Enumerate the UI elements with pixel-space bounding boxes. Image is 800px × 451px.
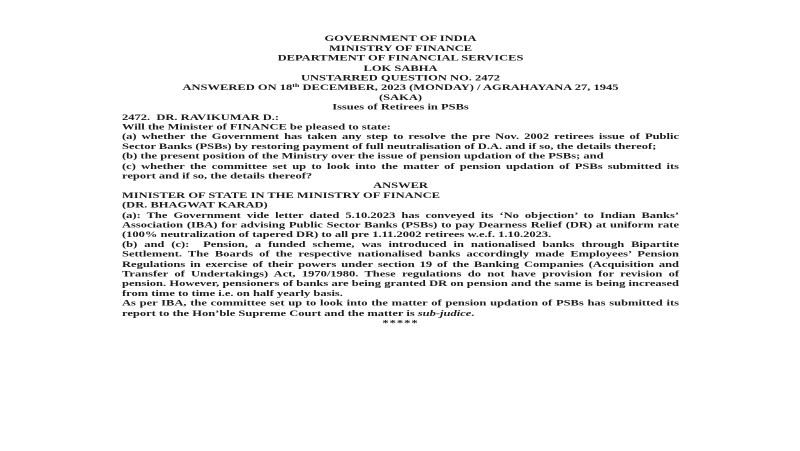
department-line: DEPARTMENT OF FINANCIAL SERVICES	[277, 53, 524, 63]
answer-heading: ANSWER	[373, 181, 428, 191]
answered-on-post: DECEMBER, 2023 (MONDAY) / AGRAHAYANA 27, 1945	[299, 83, 619, 93]
question-part-c: (c) whether the committee set up to look into the matter of pension updation of PSBs submitted its report and if so, the details thereof?	[122, 161, 679, 181]
answer-para-a: (a): The Government vide letter dated 5.10.2023 has conveyed its ‘No objection’ to Indian Banks’ Association (IBA) for advising Public Sector Banks (PSBs) to pay Dearness Relief (DR) at uniform rate (100% neutralization of tapered DR) to all pre 1.11.2002 retirees w.e.f. 1.10.2023.	[122, 210, 679, 240]
house-line: LOK SABHA	[363, 63, 438, 73]
iba-text-before: As per IBA, the committee set up to look into the matter of pension updation of PSBs has submitted its report to the Hon’ble Supreme Court and the matter is	[122, 298, 679, 318]
subject-line: Issues of Retirees in PSBs	[332, 102, 469, 112]
question-part-b: (b) the present position of the Ministry over the issue of pension updation of the PSBs; and	[122, 151, 604, 161]
question-number-line: UNSTARRED QUESTION NO. 2472	[300, 73, 501, 83]
question-part-a: (a) whether the Government has taken any step to resolve the pre Nov. 2002 retirees issue of Public Sector Banks (PSBs) by restoring payment of full neutralisation of D.A. and if so, the details thereof;	[122, 132, 679, 151]
ordinal-suffix: th	[292, 82, 300, 89]
minister-title: MINISTER OF STATE IN THE MINISTRY OF FINANCE	[122, 190, 441, 200]
answered-on-line	[122, 83, 679, 93]
answer-para-bc: (b) and (c): Pension, a funded scheme, was introduced in nationalised banks through Bipartite Settlement. The Boards of the respective nationalised banks accordingly made Employees’ Pension Regulations in exercise of their powers under section 19 of the Banking Companies (Acquisition and Transfer of Undertakings) Act, 1970/1980. These regulations do not have provision for revision of pension. However, pensioners of banks are being granted DR on pension and the same is being increased from time to time i.e. on half yearly basis.	[122, 239, 679, 298]
answered-on-pre: ANSWERED ON 18	[182, 83, 293, 93]
ministry-line: MINISTRY OF FINANCE	[328, 43, 473, 53]
iba-text-after: .	[471, 308, 475, 318]
question-member-line: 2472. DR. RAVIKUMAR D.:	[122, 112, 280, 122]
end-marker: *****	[382, 318, 419, 328]
question-intro: Will the Minister of FINANCE be pleased to state:	[122, 122, 391, 132]
sub-judice-italic: sub-judice	[417, 308, 472, 318]
government-line: GOVERNMENT OF INDIA	[324, 34, 477, 44]
document-content	[122, 34, 679, 328]
saka-line: (SAKA)	[378, 92, 423, 102]
minister-name: (DR. BHAGWAT KARAD)	[122, 200, 268, 210]
answer-para-iba	[122, 299, 679, 319]
